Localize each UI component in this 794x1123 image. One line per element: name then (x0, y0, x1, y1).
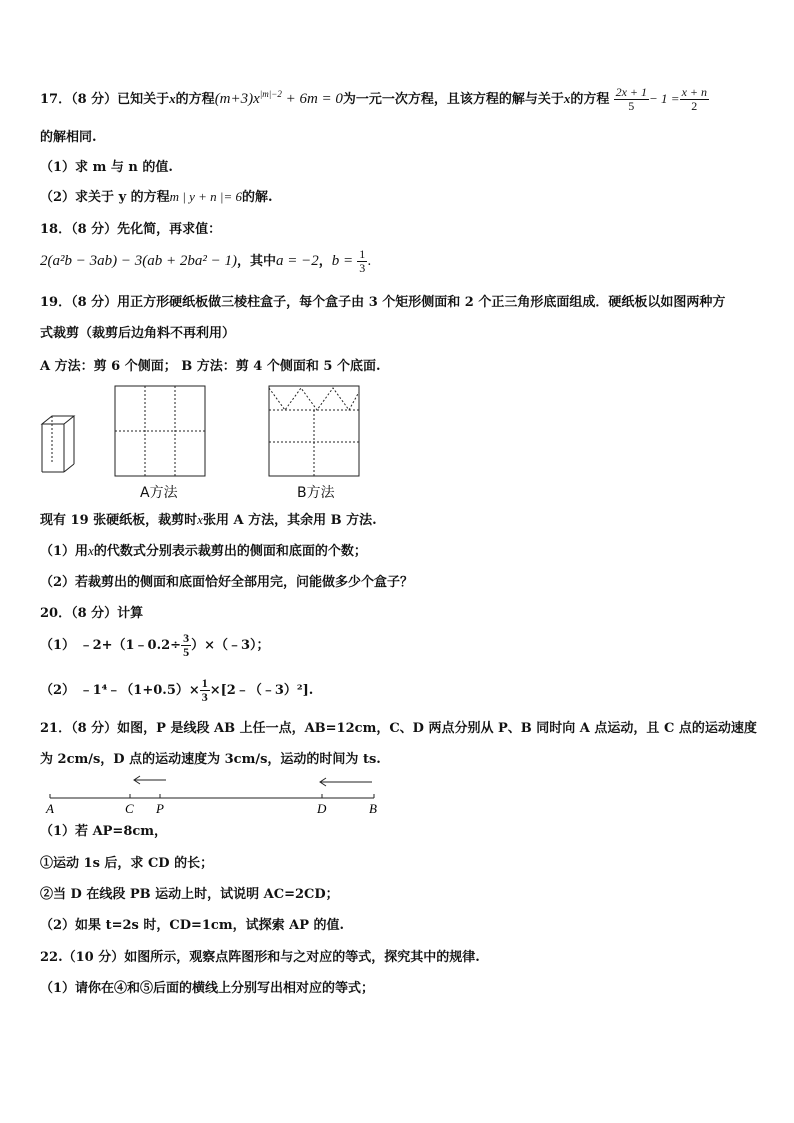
method-a-label: A方法 (140, 485, 178, 501)
q21-sub2: ②当 D 在线段 PB 运动上时，试说明 AC=2CD； (40, 887, 339, 902)
arrow-left-icon (134, 776, 166, 784)
q18-expression-line (40, 248, 371, 275)
q18-cond-b-var: b = (331, 253, 354, 270)
q19-part1-b: 的代数式分别表示裁剪出的侧面和底面的个数； (93, 544, 367, 559)
q17-part2 (40, 186, 273, 205)
q17-minus1: − 1 = (649, 91, 680, 107)
q17-eq-tail: + 6m = 0 (281, 91, 343, 108)
q18-cond-eq: a = −2 (275, 253, 319, 270)
q18-cond-b: ， (318, 254, 332, 270)
q19-part1-a: （1）用 (40, 544, 89, 559)
q17-eq-exp: |m|−2 (259, 89, 282, 100)
q20-part1-num: 3 (183, 631, 190, 645)
method-b-board (269, 386, 359, 476)
q19-line3-a: 现有 19 张硬纸板，裁剪时 (40, 513, 198, 528)
label-d: D (317, 801, 327, 816)
q17-part2-b: 的解. (242, 190, 273, 205)
q17-frac1-den: 5 (628, 99, 635, 114)
q17-mid1: 的方程 (175, 92, 215, 108)
prism-icon (42, 416, 74, 472)
q20-part2-frac (200, 677, 210, 704)
q22-part1: （1）请你在④和⑤后面的横线上分别写出相对应的等式； (40, 981, 375, 996)
q18-frac-num: 1 (359, 247, 366, 261)
q17-frac1 (614, 86, 649, 113)
q17-part2-eq: m | y + n |= 6 (169, 189, 243, 204)
q21-segment-figure (36, 768, 386, 818)
q19-part1 (40, 540, 367, 559)
q19-line3-x: x (197, 512, 203, 527)
q18-head: 18．（8 分）先化简，再求值： (40, 222, 222, 237)
q18-frac (357, 248, 367, 275)
q19-line2: 式裁剪（裁剪后边角料不再利用） (40, 326, 236, 341)
q17-frac2 (680, 86, 709, 113)
q19-part2: （2）若裁剪出的侧面和底面恰好全部用完，问能做多少个盒子？ (40, 575, 414, 590)
q20-head: 20．（8 分）计算 (40, 606, 144, 621)
q20-part2-den: 3 (201, 690, 208, 705)
q20-part2 (40, 677, 313, 704)
q20-part2-b: ×[2﹣（﹣3）²]. (209, 683, 314, 699)
q17-var-x2: x (563, 91, 571, 107)
q20-part1-b: ）×（﹣3）； (191, 638, 270, 654)
label-b: B (369, 801, 377, 816)
q21-part1: （1）若 AP=8cm， (40, 824, 168, 839)
q19-line1: 19．（8 分）用正方形硬纸板做三棱柱盒子，每个盒子由 3 个矩形侧面和 2 个正三角形底面组成．硬纸板以如图两种方 (40, 295, 726, 310)
q17-frac2-den: 2 (691, 99, 698, 114)
q19-methods: A 方法：剪 6 个侧面； B 方法：剪 4 个侧面和 5 个底面. (40, 359, 381, 374)
method-a-board (115, 386, 205, 476)
q20-part1-a: （1） ﹣2+（1﹣0.2÷ (40, 638, 182, 654)
q19-line3-b: 张用 A 方法，其余用 B 方法. (202, 513, 377, 528)
q19-figure (36, 380, 376, 480)
q17-mid3: 的方程 (570, 92, 610, 108)
label-c: C (125, 801, 134, 816)
q18-cond-a: ，其中 (236, 254, 276, 270)
q17-part2-a: （2）求关于 y 的方程 (40, 190, 170, 205)
q17-part1: （1）求 m 与 n 的值. (40, 160, 173, 175)
q17-mid2: 为一元一次方程，且该方程的解与关于 (342, 92, 564, 108)
q18-frac-den: 3 (359, 261, 366, 276)
q17-var-x: x (169, 91, 176, 107)
q20-part1-den: 5 (183, 645, 190, 660)
q22-line1: 22.（10 分）如图所示，观察点阵图形和与之对应的等式，探究其中的规律. (40, 950, 480, 965)
q17-eq-main: (m+3)x (214, 91, 260, 108)
q20-part1-frac (181, 632, 191, 659)
label-a: A (46, 801, 54, 816)
method-b-label: B方法 (297, 485, 335, 501)
q17-head: 17．（8 分）已知关于 (40, 92, 170, 108)
q21-line1: 21．（8 分）如图，P 是线段 AB 上任一点，AB=12cm，C、D 两点分别从 P、B 同时向 A 点运动，且 C 点的运动速度 (40, 721, 757, 736)
q17-equation (215, 91, 343, 107)
q17-frac2-num: x + n (681, 85, 707, 99)
q21-line2: 为 2cm/s，D 点的运动速度为 3cm/s，运动的时间为 ts. (40, 752, 381, 767)
arrow-left-icon (320, 778, 372, 786)
q18-end: . (367, 254, 372, 270)
q19-line3 (40, 509, 377, 528)
q21-part2: （2）如果 t=2s 时，CD=1cm，试探索 AP 的值. (40, 918, 345, 933)
q18-expression: 2(a²b − 3ab) − 3(ab + 2ba² − 1) (40, 253, 237, 270)
q20-part2-num: 1 (201, 676, 208, 690)
q20-part2-a: （2） ﹣1⁴﹣（1+0.5）× (40, 683, 200, 699)
q19-part1-x: x (88, 543, 94, 558)
q17-line2: 的解相同. (40, 130, 97, 145)
q20-part1 (40, 632, 270, 659)
q17-line1 (40, 86, 709, 113)
q21-sub1: ①运动 1s 后，求 CD 的长； (40, 856, 214, 871)
q17-frac1-num: 2x + 1 (615, 85, 648, 99)
label-p: P (156, 801, 164, 816)
